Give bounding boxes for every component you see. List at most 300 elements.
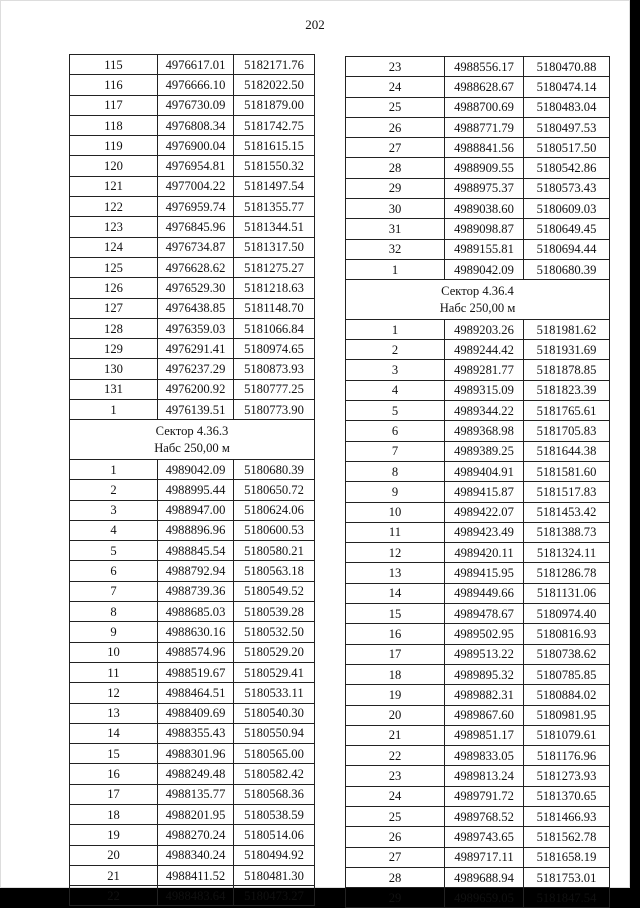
coord-y: 5181453.42 [524,502,610,522]
table-row [70,662,315,682]
coord-x: 4989422.07 [445,502,524,522]
coord-y: 5180568.36 [234,784,315,804]
table-row [70,784,315,804]
coord-y: 5181317.50 [234,237,315,257]
table-row [70,136,315,156]
coord-y: 5180483.04 [524,97,610,117]
table-row [70,156,315,176]
point-number: 13 [346,563,445,583]
coord-y: 5182171.76 [234,55,315,75]
coord-y: 5180549.52 [234,581,315,601]
coord-x: 4989513.22 [445,644,524,664]
coord-x: 4989833.05 [445,746,524,766]
table-row [346,705,610,725]
coord-x: 4976438.85 [158,298,234,318]
coord-y: 5180514.06 [234,825,315,845]
table-row [346,522,610,542]
sector-header-row [346,280,610,320]
table-row [346,441,610,461]
coord-x: 4989502.95 [445,624,524,644]
coord-y: 5180550.94 [234,723,315,743]
coord-y: 5180494.92 [234,845,315,865]
point-number: 131 [70,379,158,399]
table-row [346,502,610,522]
coord-x: 4988301.96 [158,744,234,764]
coord-x: 4989659.05 [445,888,524,908]
coord-y: 5180816.93 [524,624,610,644]
coord-x: 4988995.44 [158,480,234,500]
coord-y: 5180533.11 [234,683,315,703]
coord-x: 4988896.96 [158,520,234,540]
table-row [70,642,315,662]
point-number: 1 [70,459,158,479]
point-number: 16 [346,624,445,644]
coord-y: 5180470.88 [524,57,610,77]
table-row [346,583,610,603]
coord-x: 4989281.77 [445,360,524,380]
coord-x: 4989717.11 [445,847,524,867]
table-row [70,825,315,845]
coord-x: 4989155.81 [445,239,524,259]
coord-x: 4989895.32 [445,664,524,684]
coord-x: 4989368.98 [445,421,524,441]
coord-x: 4988556.17 [445,57,524,77]
coord-y: 5180529.41 [234,662,315,682]
table-row [346,319,610,339]
coord-x: 4976959.74 [158,197,234,217]
coord-x: 4976734.87 [158,237,234,257]
point-number: 130 [70,359,158,379]
point-number: 25 [346,97,445,117]
coord-x: 4989042.09 [445,259,524,279]
coord-y: 5181517.83 [524,482,610,502]
coord-y: 5180573.43 [524,178,610,198]
table-row [70,197,315,217]
coord-y: 5181218.63 [234,278,315,298]
coord-x: 4988700.69 [445,97,524,117]
coord-x: 4988630.16 [158,622,234,642]
coord-x: 4988739.36 [158,581,234,601]
coord-y: 5180532.50 [234,622,315,642]
table-row [70,804,315,824]
point-number: 117 [70,95,158,115]
coord-x: 4976845.96 [158,217,234,237]
coord-x: 4988483.64 [158,886,234,906]
coord-y: 5181355.77 [234,197,315,217]
coord-y: 5181742.75 [234,115,315,135]
table-row [70,217,315,237]
coord-x: 4976900.04 [158,136,234,156]
point-number: 28 [346,158,445,178]
table-row [346,847,610,867]
coord-x: 4989415.87 [445,482,524,502]
coord-x: 4988792.94 [158,561,234,581]
table-row [346,97,610,117]
coord-x: 4988685.03 [158,602,234,622]
point-number: 12 [70,683,158,703]
coord-x: 4989344.22 [445,401,524,421]
table-row [346,766,610,786]
table-row [346,624,610,644]
point-number: 31 [346,219,445,239]
point-number: 32 [346,239,445,259]
point-number: 7 [70,581,158,601]
point-number: 22 [346,746,445,766]
table-row [346,138,610,158]
point-number: 124 [70,237,158,257]
point-number: 1 [70,400,158,420]
sector-title: Сектор 4.36.3 [155,423,229,438]
sector-title: Сектор 4.36.4 [441,283,514,298]
table-row [70,298,315,318]
point-number: 15 [346,604,445,624]
coord-y: 5180773.90 [234,400,315,420]
coord-x: 4976291.41 [158,339,234,359]
coord-x: 4976628.62 [158,257,234,277]
coord-x: 4976617.01 [158,55,234,75]
point-number: 14 [346,583,445,603]
coord-y: 5180582.42 [234,764,315,784]
table-row [346,461,610,481]
coord-y: 5180738.62 [524,644,610,664]
coord-y: 5181066.84 [234,318,315,338]
coord-x: 4988975.37 [445,178,524,198]
point-number: 20 [346,705,445,725]
point-number: 11 [70,662,158,682]
point-number: 3 [70,500,158,520]
point-number: 16 [70,764,158,784]
table-row [346,178,610,198]
coord-y: 5181286.78 [524,563,610,583]
coord-x: 4976666.10 [158,75,234,95]
coord-y: 5180600.53 [234,520,315,540]
point-number: 125 [70,257,158,277]
table-row [70,115,315,135]
coord-y: 5181344.51 [234,217,315,237]
point-number: 118 [70,115,158,135]
point-number: 2 [70,480,158,500]
table-row [70,480,315,500]
coord-x: 4989851.17 [445,725,524,745]
table-row [70,500,315,520]
point-number: 29 [346,178,445,198]
sector-height: Набс 250,00 м [439,300,516,315]
table-row [346,340,610,360]
coord-x: 4989244.42 [445,340,524,360]
point-number: 9 [70,622,158,642]
coord-x: 4988628.67 [445,77,524,97]
table-row [346,57,610,77]
coord-y: 5181370.65 [524,786,610,806]
point-number: 17 [346,644,445,664]
coord-y: 5181658.19 [524,847,610,867]
point-number: 15 [70,744,158,764]
sector-height: Набс 250,00 м [154,440,230,455]
point-number: 1 [346,259,445,279]
coord-y: 5181562.78 [524,827,610,847]
coord-x: 4988464.51 [158,683,234,703]
point-number: 4 [70,520,158,540]
point-number: 6 [346,421,445,441]
coord-x: 4976730.09 [158,95,234,115]
table-row [70,459,315,479]
coord-y: 5181466.93 [524,806,610,826]
coord-y: 5180624.06 [234,500,315,520]
point-number: 18 [346,664,445,684]
table-row [346,806,610,826]
coord-y: 5180542.86 [524,158,610,178]
table-row [346,644,610,664]
point-number: 129 [70,339,158,359]
coord-x: 4988355.43 [158,723,234,743]
table-row [346,685,610,705]
coord-x: 4989688.94 [445,867,524,887]
page-number: 202 [305,17,325,32]
point-number: 5 [70,541,158,561]
coord-x: 4976808.34 [158,115,234,135]
point-number: 128 [70,318,158,338]
coord-y: 5181324.11 [524,543,610,563]
coord-x: 4989449.66 [445,583,524,603]
coord-x: 4988909.55 [445,158,524,178]
point-number: 23 [346,57,445,77]
point-number: 21 [70,865,158,885]
point-number: 12 [346,543,445,563]
coord-y: 5180873.93 [234,359,315,379]
coord-x: 4989404.91 [445,461,524,481]
coord-x: 4989882.31 [445,685,524,705]
coord-x: 4977004.22 [158,176,234,196]
point-number: 25 [346,806,445,826]
point-number: 11 [346,522,445,542]
coord-y: 5180694.44 [524,239,610,259]
coord-y: 5180474.14 [524,77,610,97]
coord-y: 5180473.27 [234,886,315,906]
coord-y: 5181131.06 [524,583,610,603]
table-row [346,786,610,806]
point-number: 127 [70,298,158,318]
table-row [346,827,610,847]
table-row [346,380,610,400]
table-row [346,746,610,766]
coord-x: 4976529.30 [158,278,234,298]
coord-y: 5181981.62 [524,319,610,339]
coord-y: 5180777.25 [234,379,315,399]
coord-x: 4988519.67 [158,662,234,682]
coord-y: 5181765.61 [524,401,610,421]
coord-y: 5181176.96 [524,746,610,766]
table-row [346,867,610,887]
table-row [346,725,610,745]
coord-y: 5181878.85 [524,360,610,380]
point-number: 10 [70,642,158,662]
point-number: 13 [70,703,158,723]
point-number: 8 [346,461,445,481]
coord-x: 4989867.60 [445,705,524,725]
coord-x: 4976237.29 [158,359,234,379]
coord-x: 4988574.96 [158,642,234,662]
point-number: 29 [346,888,445,908]
table-row [346,482,610,502]
table-row [70,55,315,75]
table-row [346,158,610,178]
coord-x: 4989415.95 [445,563,524,583]
coord-y: 5180680.39 [234,459,315,479]
coord-x: 4988947.00 [158,500,234,520]
point-number: 26 [346,827,445,847]
point-number: 14 [70,723,158,743]
table-row [346,219,610,239]
point-number: 9 [346,482,445,502]
table-row [70,278,315,298]
point-number: 27 [346,138,445,158]
point-number: 21 [346,725,445,745]
table-row [346,199,610,219]
coord-x: 4976954.81 [158,156,234,176]
coord-x: 4988270.24 [158,825,234,845]
coord-y: 5180563.18 [234,561,315,581]
coord-y: 5181847.54 [524,888,610,908]
point-number: 8 [70,602,158,622]
table-row [70,75,315,95]
coord-y: 5181497.54 [234,176,315,196]
coord-y: 5180539.28 [234,602,315,622]
point-number: 119 [70,136,158,156]
coord-x: 4988845.54 [158,541,234,561]
coord-x: 4976200.92 [158,379,234,399]
coord-y: 5180538.59 [234,804,315,824]
table-row [70,845,315,865]
sector-header-row [70,420,315,460]
coord-x: 4989038.60 [445,199,524,219]
coord-x: 4989203.26 [445,319,524,339]
table-row [346,543,610,563]
coord-y: 5181275.27 [234,257,315,277]
coord-y: 5180680.39 [524,259,610,279]
coord-y: 5181581.60 [524,461,610,481]
coord-y: 5180884.02 [524,685,610,705]
point-number: 23 [346,766,445,786]
point-number: 5 [346,401,445,421]
table-row [70,237,315,257]
table-row [70,581,315,601]
coord-y: 5180974.65 [234,339,315,359]
point-number: 30 [346,199,445,219]
table-row [346,401,610,421]
table-row [70,520,315,540]
point-number: 121 [70,176,158,196]
coord-x: 4989768.52 [445,806,524,826]
coord-x: 4989098.87 [445,219,524,239]
coord-x: 4976139.51 [158,400,234,420]
coord-x: 4989315.09 [445,380,524,400]
coord-y: 5180540.30 [234,703,315,723]
point-number: 122 [70,197,158,217]
table-row [346,259,610,279]
coord-x: 4988340.24 [158,845,234,865]
coord-y: 5180517.50 [524,138,610,158]
coord-x: 4976359.03 [158,318,234,338]
coord-y: 5181644.38 [524,441,610,461]
table-row [70,257,315,277]
table-row [346,239,610,259]
coord-y: 5180580.21 [234,541,315,561]
coord-x: 4988841.56 [445,138,524,158]
point-number: 10 [346,502,445,522]
table-row [70,723,315,743]
coord-y: 5181273.93 [524,766,610,786]
point-number: 28 [346,867,445,887]
table-row [70,744,315,764]
coord-x: 4988411.52 [158,865,234,885]
table-row [346,77,610,97]
point-number: 20 [70,845,158,865]
coord-x: 4988249.48 [158,764,234,784]
coord-x: 4989813.24 [445,766,524,786]
table-row [70,764,315,784]
point-number: 24 [346,77,445,97]
coord-y: 5180974.40 [524,604,610,624]
coord-y: 5180481.30 [234,865,315,885]
coord-y: 5182022.50 [234,75,315,95]
coord-y: 5181823.39 [524,380,610,400]
coord-y: 5181550.32 [234,156,315,176]
coord-y: 5181753.01 [524,867,610,887]
table-row [346,604,610,624]
table-row [70,703,315,723]
table-row [346,421,610,441]
table-row [70,176,315,196]
coord-x: 4989791.72 [445,786,524,806]
table-row [70,379,315,399]
point-number: 1 [346,319,445,339]
coord-y: 5180565.00 [234,744,315,764]
sector-header [70,420,315,460]
table-row [70,602,315,622]
coord-y: 5180650.72 [234,480,315,500]
table-row [346,360,610,380]
coord-x: 4989042.09 [158,459,234,479]
point-number: 3 [346,360,445,380]
point-number: 19 [346,685,445,705]
coord-x: 4989420.11 [445,543,524,563]
coord-x: 4988409.69 [158,703,234,723]
point-number: 26 [346,117,445,137]
table-row [346,563,610,583]
coord-x: 4988201.95 [158,804,234,824]
point-number: 24 [346,786,445,806]
table-row [70,865,315,885]
point-number: 4 [346,380,445,400]
table-row [70,622,315,642]
coord-y: 5180497.53 [524,117,610,137]
coord-y: 5181388.73 [524,522,610,542]
coord-y: 5181705.83 [524,421,610,441]
coord-x: 4989423.49 [445,522,524,542]
table-row [70,561,315,581]
point-number: 27 [346,847,445,867]
point-number: 19 [70,825,158,845]
coord-x: 4989743.65 [445,827,524,847]
coord-y: 5181148.70 [234,298,315,318]
sector-header [346,280,610,320]
table-row [70,95,315,115]
coord-y: 5180649.45 [524,219,610,239]
coord-y: 5181079.61 [524,725,610,745]
point-number: 116 [70,75,158,95]
point-number: 18 [70,804,158,824]
coord-y: 5181931.69 [524,340,610,360]
